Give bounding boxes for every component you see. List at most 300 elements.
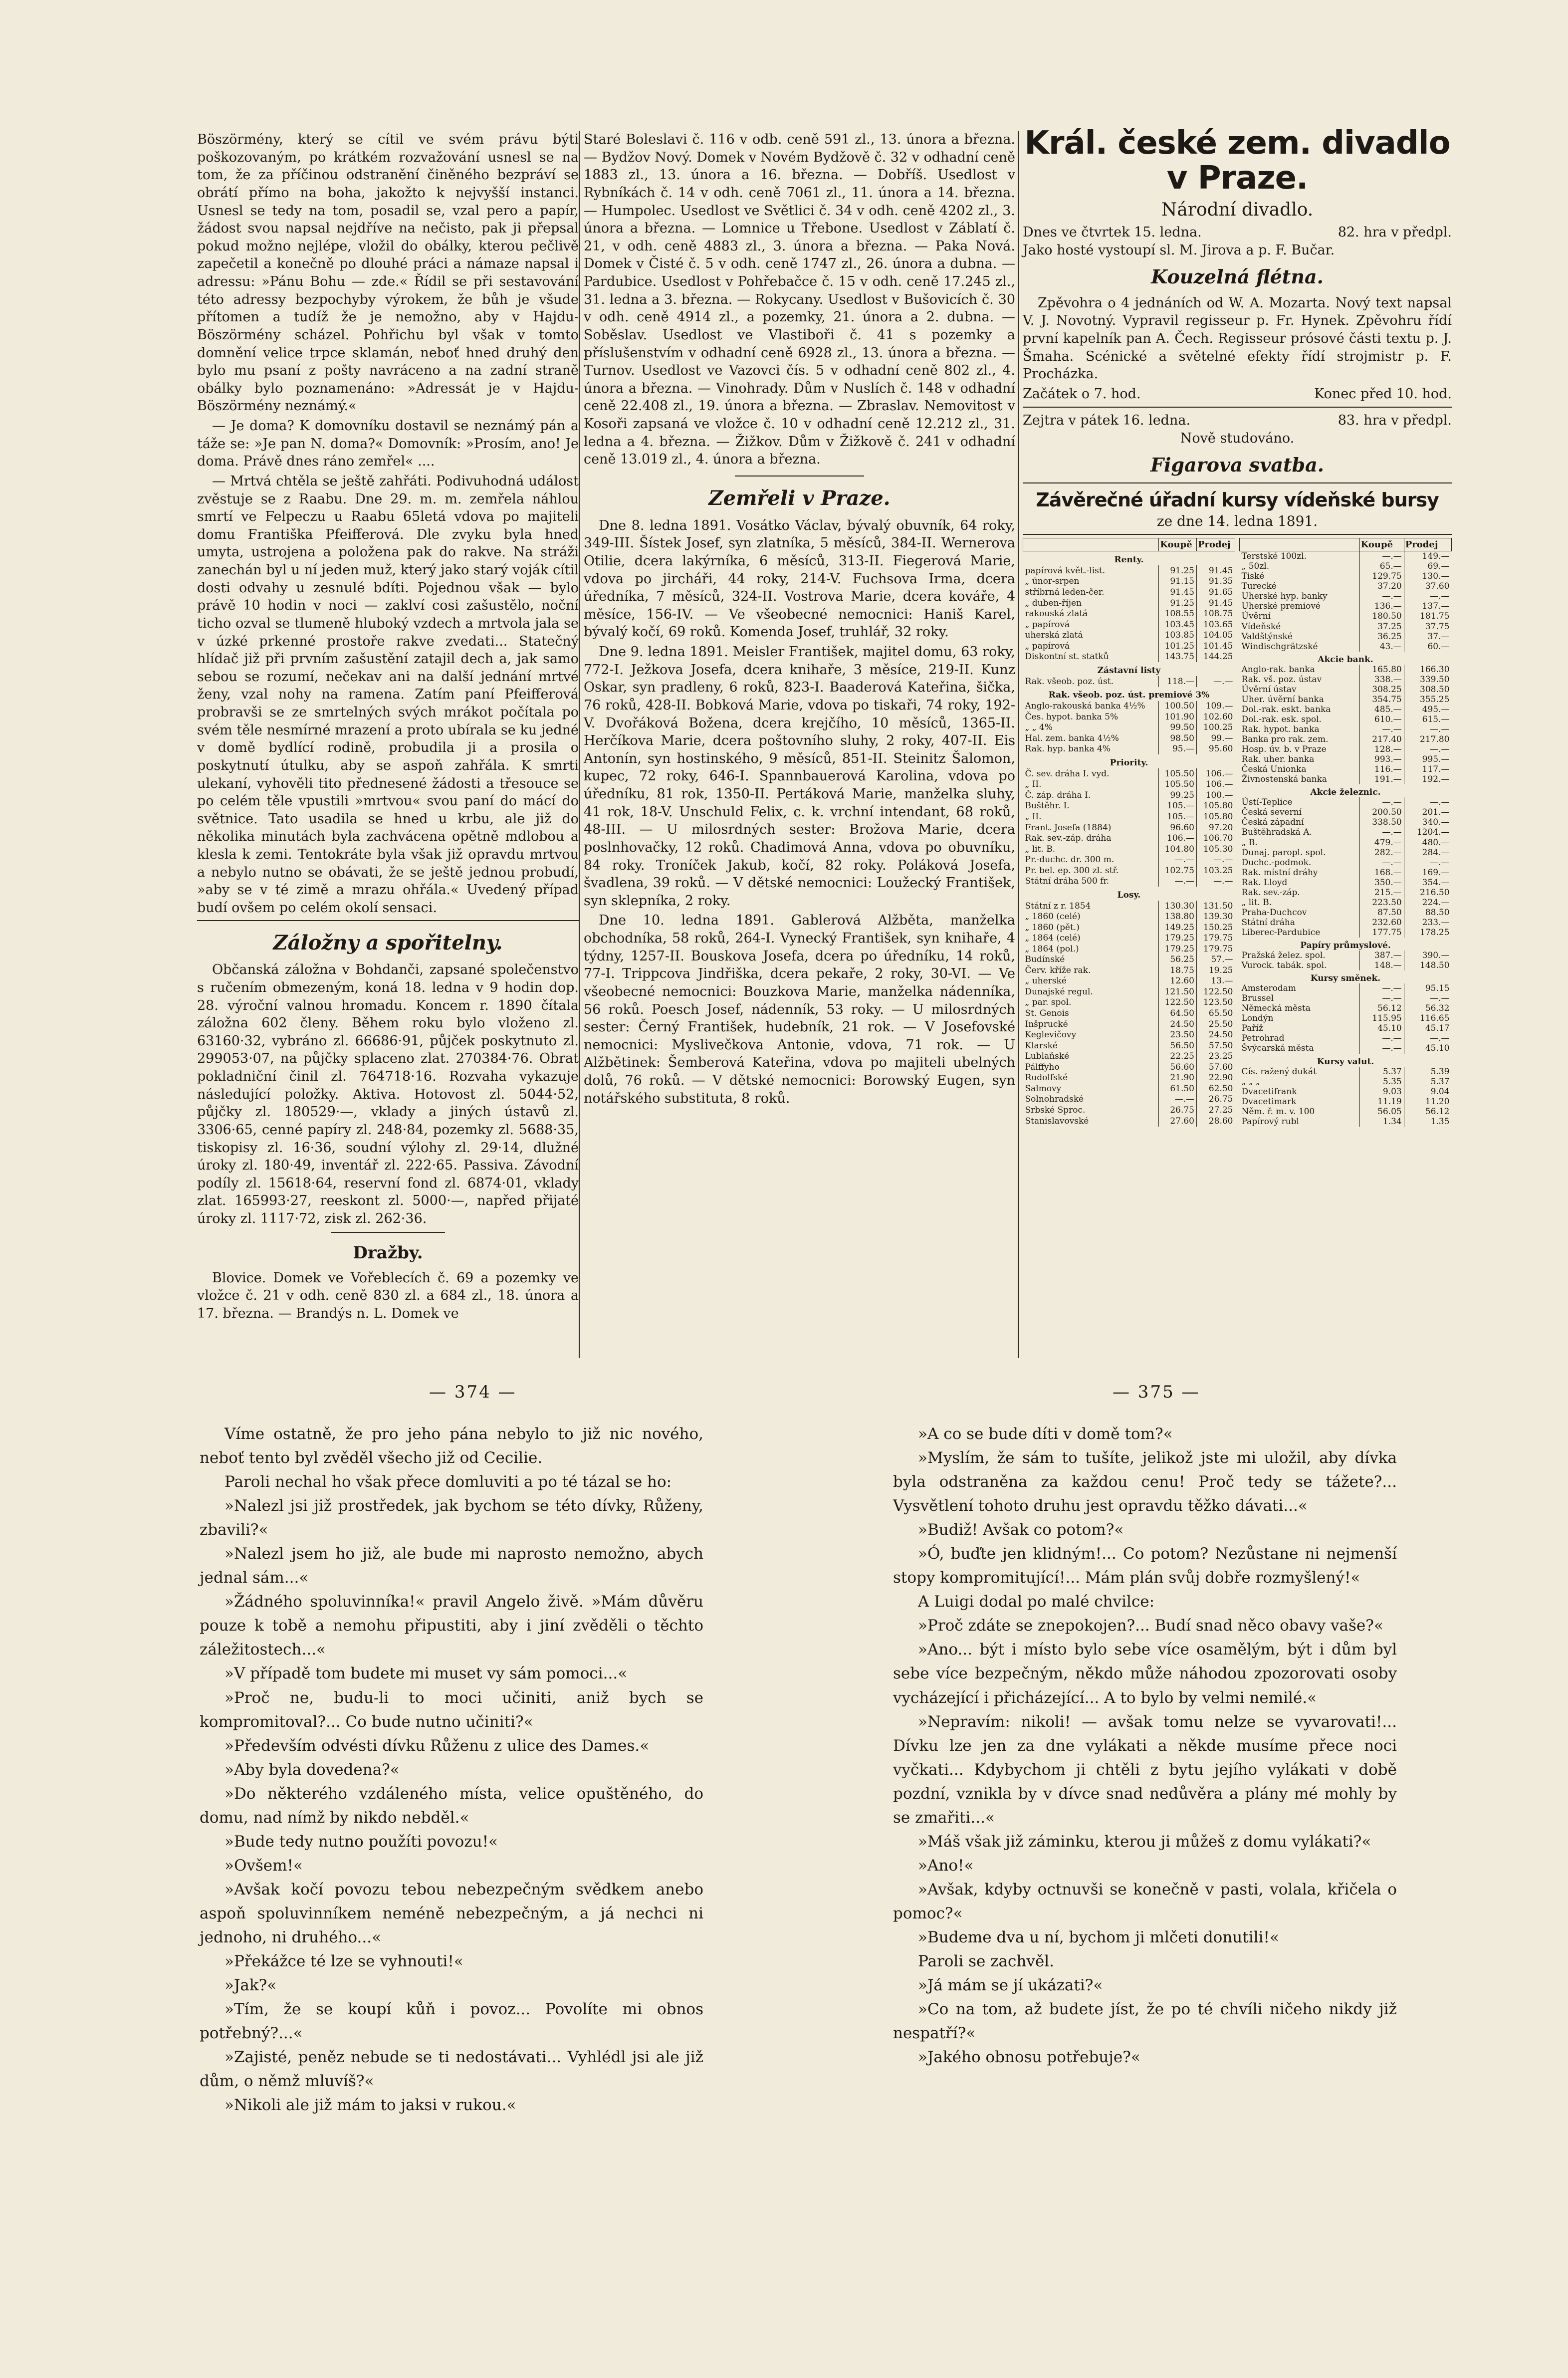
table-row xyxy=(1023,662,1235,676)
table-cell-prodej: 28.60 xyxy=(1196,1116,1235,1127)
table-cell-koupe: 99.25 xyxy=(1159,790,1197,801)
table-cell-name: Česká západní xyxy=(1241,817,1304,828)
table-row xyxy=(1240,705,1452,714)
table-cell-koupe: 338.— xyxy=(1359,675,1404,685)
table-cell-koupe: 91.45 xyxy=(1159,587,1197,598)
novel-paragraph: »Překážce té lze se vyhnouti!« xyxy=(224,1952,463,1971)
table-cell-koupe: —.— xyxy=(1359,551,1404,562)
table-cell-koupe: 36.25 xyxy=(1359,632,1404,642)
table-cell-koupe: 37.20 xyxy=(1359,581,1404,591)
table-cell-koupe: 118.— xyxy=(1159,676,1197,687)
novel-paragraph: »Myslím, že sám to tušíte, jelikož jste mi uložil, aby dívka byla odstraněna za každou cenu! Proč tedy se tážete?... Vysvětlení tohoto druhu jest opravdu těžko dávati...« xyxy=(893,1449,1397,1515)
table-cell-name: Londýn xyxy=(1241,1013,1274,1024)
table-cell-prodej: 104.05 xyxy=(1196,630,1235,641)
table-cell-koupe: 45.10 xyxy=(1359,1023,1404,1033)
table-cell-prodej: 5.37 xyxy=(1404,1077,1451,1087)
table-row xyxy=(1240,1097,1452,1107)
table-cell-prodej: 100.— xyxy=(1196,790,1235,801)
table-row xyxy=(1023,912,1235,923)
play-1-description: Zpěvohra o 4 jednáních od W. A. Mozarta. Nový text napsal V. J. Novotný. Vypravil regisseur p. Fr. Hynek. Zpěvohru řídí první kapelník pan A. Čech. Regisseur prósové části textu p. J. Šmaha. Scénické a světelné efekty řídí strojmistr p. F. Procházka. xyxy=(1023,295,1452,382)
bursa-date: ze dne 14. ledna 1891. xyxy=(1156,513,1318,530)
table-cell-name: Buštěhradská A. xyxy=(1241,827,1312,838)
table-cell-koupe: 993.— xyxy=(1359,754,1404,764)
table-cell-name: Duchc.-podmok. xyxy=(1241,857,1312,868)
table-cell-name: „ papírová xyxy=(1025,641,1070,651)
table-cell-name: Státní dráha 500 fr. xyxy=(1025,876,1110,887)
table-row xyxy=(1023,1062,1235,1073)
table-cell-koupe: 387.— xyxy=(1359,951,1404,960)
table-cell-koupe: 116.— xyxy=(1359,764,1404,774)
table-row xyxy=(1023,954,1235,965)
table-cell-name: „ „ 4% xyxy=(1025,722,1053,733)
table-row xyxy=(1023,744,1235,755)
divider xyxy=(197,920,579,921)
table-cell-prodej: 103.65 xyxy=(1196,619,1235,630)
table-cell-prodej: 117.— xyxy=(1404,764,1451,774)
table-cell-name: Dunaj. paropl. spol. xyxy=(1241,847,1326,858)
novel-paragraph: »Budiž! Avšak co potom?« xyxy=(918,1521,1124,1539)
table-cell-name: Úvěrní xyxy=(1241,611,1271,622)
table-cell-koupe: 101.25 xyxy=(1159,641,1197,652)
novel-paragraph: »Ovšem!« xyxy=(224,1856,303,1875)
table-row xyxy=(1023,619,1235,630)
table-cell-name: Paříž xyxy=(1241,1023,1263,1034)
table-cell-name: Klarské xyxy=(1025,1040,1058,1051)
table-cell-prodej: 122.50 xyxy=(1196,986,1235,997)
table-row xyxy=(1240,695,1452,705)
table-cell-name: Keglevičovy xyxy=(1025,1030,1077,1040)
table-cell-name: „ II. xyxy=(1025,812,1042,822)
table-row xyxy=(1023,587,1235,598)
table-row xyxy=(1240,1023,1452,1033)
table-cell-name: Živnostenská banka xyxy=(1241,774,1328,785)
table-cell-name: Červ. kříže rak. xyxy=(1025,965,1091,975)
table-cell-koupe: 610.— xyxy=(1359,714,1404,724)
table-cell-name: Č. záp. dráha I. xyxy=(1025,790,1091,800)
table-cell-name: Dvacetifrank xyxy=(1241,1086,1297,1097)
table-cell-prodej: 169.— xyxy=(1404,868,1451,878)
table-row xyxy=(1240,908,1452,918)
table-row xyxy=(1240,591,1452,601)
table-row xyxy=(1023,865,1235,876)
table-cell-koupe: 1.34 xyxy=(1359,1117,1404,1127)
table-cell-koupe: 101.90 xyxy=(1159,712,1197,722)
table-row xyxy=(1023,551,1235,566)
table-cell-koupe: 95.— xyxy=(1159,744,1197,755)
table-row xyxy=(1240,665,1452,675)
table-cell-prodej: —.— xyxy=(1404,993,1451,1003)
table-cell-prodej: 106.— xyxy=(1196,768,1235,779)
table-row xyxy=(1023,997,1235,1008)
table-row xyxy=(1240,632,1452,642)
table-section-label: Akcie bank. xyxy=(1318,654,1373,665)
table-cell-koupe: —.— xyxy=(1359,827,1404,837)
table-cell-name: Uherské premiové xyxy=(1241,601,1321,612)
table-row xyxy=(1240,1117,1452,1127)
table-cell-koupe: 308.25 xyxy=(1359,685,1404,695)
table-cell-prodej: 181.75 xyxy=(1404,611,1451,621)
table-cell-name: „ 1860 (celé) xyxy=(1025,912,1081,922)
table-row xyxy=(1240,744,1452,754)
table-row xyxy=(1240,774,1452,784)
table-cell-koupe: 148.— xyxy=(1359,960,1404,970)
table-cell-name: Hosp. úv. b. v Praze xyxy=(1241,744,1327,755)
table-cell-name: Pr. bel. ep. 300 zl. stř. xyxy=(1025,865,1119,876)
table-cell-koupe: 103.45 xyxy=(1159,619,1197,630)
table-cell-prodej: 11.20 xyxy=(1404,1097,1451,1107)
novel-paragraph: »Budeme dva u ní, bychom ji mlčeti donutili!« xyxy=(918,1928,1279,1946)
table-cell-koupe: 9.03 xyxy=(1359,1087,1404,1097)
table-cell-name: Ústí-Teplice xyxy=(1241,797,1293,808)
table-cell-prodej: —.— xyxy=(1404,858,1451,868)
table-row xyxy=(1023,779,1235,790)
table-row xyxy=(1240,764,1452,774)
table-cell-prodej: 97.20 xyxy=(1196,822,1235,833)
table-cell-koupe: 136.— xyxy=(1359,601,1404,611)
table-cell-koupe: 104.80 xyxy=(1159,844,1197,855)
table-cell-prodej: 45.10 xyxy=(1404,1043,1451,1053)
table-cell-name: „ papírová xyxy=(1025,619,1070,630)
table-cell-prodej: 102.60 xyxy=(1196,712,1235,722)
table-row xyxy=(1023,887,1235,901)
table-cell-name: „ B. xyxy=(1241,837,1258,848)
table-section-label: Renty. xyxy=(1114,555,1144,565)
table-row xyxy=(1240,1054,1452,1067)
table-cell-name: Státní z r. 1854 xyxy=(1025,901,1091,911)
table-cell-prodej: 192.— xyxy=(1404,774,1451,784)
table-row xyxy=(1023,733,1235,744)
table-cell-koupe: 215.— xyxy=(1359,888,1404,898)
table-cell-name: Rak. sev.-záp. xyxy=(1241,887,1300,898)
table-cell-name: „ 50zl. xyxy=(1241,561,1270,572)
table-cell-prodej: 284.— xyxy=(1404,848,1451,858)
table-cell-prodej: 37.75 xyxy=(1404,622,1451,632)
novel-paragraph: »Nalezl jsem ho již, ale bude mi naprosto nemožno, abych jednal sám...« xyxy=(200,1545,703,1587)
table-cell-koupe: —.— xyxy=(1159,1094,1197,1105)
table-cell-koupe: 105.50 xyxy=(1159,768,1197,779)
table-cell-koupe: 23.50 xyxy=(1159,1029,1197,1040)
column-top-left xyxy=(197,131,579,1324)
novel-paragraph: »V případě tom budete mi muset vy sám pomoci...« xyxy=(224,1665,628,1683)
table-cell-prodej: 308.50 xyxy=(1404,685,1451,695)
table-cell-koupe: —.— xyxy=(1359,1033,1404,1043)
bursa-table-left xyxy=(1023,538,1235,1127)
table-row xyxy=(1023,986,1235,997)
table-cell-prodej: 137.— xyxy=(1404,601,1451,611)
table-cell-name: Praha-Duchcov xyxy=(1241,907,1307,918)
table-cell-prodej: 56.32 xyxy=(1404,1003,1451,1013)
table-cell-name: Rak. hyp. banka 4% xyxy=(1025,744,1111,754)
table-row xyxy=(1023,933,1235,944)
article-drazby-cont: Staré Boleslavi č. 116 v odb. ceně 591 zl., 13. února a března. — Bydžov Nový. Domek v Novém Bydžově č. 32 v odhadní ceně 1883 zl., 13. února a 16. března. — Dobříš. Usedlost v Rybníkách č. 14 v odh. ceně 7061 zl., 11. února a 14. března. — Humpolec. Usedlost ve Světlici č. 34 v odh. ceně 4202 zl., 3. února a března. — Lomnice u Třebone. Usedlost v Záblatí č. 21, v odh. ceně 4883 zl., 3. února a března. — Paka Nová. Domek v Čisté č. 5 v odh. ceně 1747 zl., 26. února a dubna. — Pardubice. Usedlost v Pohřebačce č. 15 v odh. ceně 17.245 zl., 31. ledna a 3. března. — Rokycany. Usedlost v Bušovicích č. 30 v odh. ceně 4914 zl., a pozemky, 21. února a 2. dubna. — Soběslav. Usedlost ve Vlastiboři č. 41 s pozemky a příslušenstvím v odhadní ceně 6928 zl., 13. února a března. — Turnov. Usedlost ve Vazovci čís. 5 v odhadní ceně 802 zl., 4. února a března. — Vinohrady. Dům v Nuslích č. 148 v odhadní ceně 22.408 zl., 19. února a března. — Zbraslav. Nemovitost v Kosoři zapsaná ve vložce č. 10 v odhadní ceně 12.212 zl., 31. ledna a 4. března. — Žižkov. Dům v Žižkově č. 241 v odhadní ceně 13.019 zl., 4. února a března. xyxy=(584,132,1015,468)
table-cell-koupe: —.— xyxy=(1159,854,1197,865)
table-row xyxy=(1023,768,1235,779)
table-row xyxy=(1240,784,1452,797)
table-cell-prodej: —.— xyxy=(1404,724,1451,734)
table-row xyxy=(1023,1019,1235,1030)
table-row xyxy=(1240,878,1452,888)
novel-paragraph: »Proč ne, budu-li to moci učiniti, aniž bych se kompromitoval?... Co bude nutno učiniti?« xyxy=(200,1688,703,1731)
table-cell-prodej: 23.25 xyxy=(1196,1051,1235,1062)
table-row xyxy=(1023,822,1235,833)
table-cell-koupe: 282.— xyxy=(1359,848,1404,858)
table-row xyxy=(1023,722,1235,733)
table-row xyxy=(1240,970,1452,983)
table-cell-name: Č. sev. dráha I. vyd. xyxy=(1025,768,1110,779)
table-cell-name: Pálffyho xyxy=(1025,1062,1060,1072)
table-cell-prodej: 148.50 xyxy=(1404,960,1451,970)
table-cell-name: stříbrná leden-čer. xyxy=(1025,587,1105,598)
novel-paragraph: »Aby byla dovedena?« xyxy=(224,1760,400,1779)
table-cell-koupe: 179.25 xyxy=(1159,944,1197,954)
table-cell-prodej: 95.15 xyxy=(1404,983,1451,993)
table-row xyxy=(1023,651,1235,662)
table-section-label: Zástavní listy xyxy=(1097,665,1161,676)
table-cell-name: Stanislavovské xyxy=(1025,1116,1089,1126)
table-cell-koupe: —.— xyxy=(1359,983,1404,993)
table-row xyxy=(1240,1067,1452,1077)
table-cell-koupe: 485.— xyxy=(1359,705,1404,714)
table-row xyxy=(1240,754,1452,764)
table-row xyxy=(1240,918,1452,928)
table-cell-prodej: 615.— xyxy=(1404,714,1451,724)
table-cell-name: Hal. zem. banka 4½% xyxy=(1025,733,1119,743)
table-row xyxy=(1023,687,1235,701)
table-cell-prodej: 65.50 xyxy=(1196,1008,1235,1019)
novel-paragraph: Paroli nechal ho však přece domluviti a po té tázal se ho: xyxy=(224,1473,672,1491)
table-cell-name: Brussel xyxy=(1241,993,1274,1004)
table-cell-koupe: 5.37 xyxy=(1359,1067,1404,1077)
theatre-subtitle: Národní divadlo. xyxy=(1161,199,1314,220)
table-row xyxy=(1023,1094,1235,1105)
table-cell-koupe: 91.25 xyxy=(1159,598,1197,609)
table-header-blank xyxy=(1023,538,1159,551)
table-cell-koupe: 128.— xyxy=(1359,744,1404,754)
table-cell-name: Salmovy xyxy=(1025,1083,1062,1094)
novel-paragraph: »Ó, buďte jen klidným!... Co potom? Nezůstane ni nejmenší stopy kompromitující!... Mám plán svůj dobře rozmyšlený!« xyxy=(893,1545,1397,1587)
performance-1-date: Dnes ve čtvrtek 15. ledna. xyxy=(1023,225,1202,240)
table-cell-prodej: —.— xyxy=(1404,591,1451,601)
table-cell-prodej: 37.— xyxy=(1404,632,1451,642)
table-cell-koupe: 100.50 xyxy=(1159,701,1197,712)
novel-paragraph: »Žádného spoluvinníka!« pravil Angelo živě. »Mám důvěru pouze k tobě a nemohu připustiti, aby i jiní zvěděli o těchto záležitostech...« xyxy=(200,1593,703,1659)
table-cell-prodej: 56.12 xyxy=(1404,1107,1451,1117)
table-cell-name: Valdštýnské xyxy=(1241,631,1293,642)
table-row xyxy=(1240,1107,1452,1117)
table-cell-koupe: 105.— xyxy=(1159,801,1197,812)
table-row xyxy=(1023,1008,1235,1019)
table-row xyxy=(1023,1072,1235,1083)
article-boszormeny: Böszörmény, který se cítil ve svém právu býti poškozovaným, po krátkém rozvažování usnesl se na tom, že za příčinou odstranění činěného bezpráví se obrátí přímo na boha, jakožto k nejvyšší instanci. Usnesl se tedy na tom, posadil se, vzal pero a papír, žádost svou napsal nejdříve na nečisto, pak ji přepsal pokud možno nejlépe, vložil do obálky, kterou pečlivě zapečetil a konečně po dlouhé práci a námaze napsal i adressu: »Pánu Bohu — zde.« Řídil se při sestavování této adressy bezpochyby výrokem, že bůh je všude přítomen a tudíž že je nemožno, aby v Hajdu-Böszörmény scházel. Pohřichu byl však v tomto domnění velice trpce sklamán, neboť hned druhý den bylo mu psaní z pošty navráceno a na zadní straně obálky bylo poznamenáno: »Adressát je v Hajdu-Böszörmény neznámý.« xyxy=(197,132,579,414)
table-cell-prodej: —.— xyxy=(1404,1033,1451,1043)
table-cell-koupe: 121.50 xyxy=(1159,986,1197,997)
table-cell-koupe: 43.— xyxy=(1359,642,1404,652)
novel-paragraph: »Já mám se jí ukázati?« xyxy=(918,1976,1103,1995)
bursa-table-right xyxy=(1239,538,1452,1127)
table-cell-prodej: 130.— xyxy=(1404,571,1451,581)
table-cell-prodej: 995.— xyxy=(1404,754,1451,764)
table-cell-koupe: 191.— xyxy=(1359,774,1404,784)
table-cell-name: „ par. spol. xyxy=(1025,997,1072,1008)
column-bottom-left xyxy=(200,1422,703,2117)
table-row xyxy=(1240,817,1452,827)
table-cell-prodej: 166.30 xyxy=(1404,665,1451,675)
divider xyxy=(1023,407,1452,408)
table-cell-name: Dvacetimark xyxy=(1241,1096,1297,1107)
table-cell-koupe: 26.75 xyxy=(1159,1105,1197,1116)
table-cell-koupe: 122.50 xyxy=(1159,997,1197,1008)
table-row xyxy=(1240,685,1452,695)
page-number-left: — 374 — xyxy=(429,1382,517,1402)
table-cell-koupe: 65.— xyxy=(1359,561,1404,571)
column-top-middle xyxy=(584,131,1015,1109)
table-cell-prodej: 139.30 xyxy=(1196,912,1235,923)
column-bottom-right xyxy=(893,1422,1397,2069)
table-section-label: Kursy valut. xyxy=(1317,1056,1374,1067)
novel-paragraph: »Jak?« xyxy=(224,1976,277,1995)
table-cell-prodej: —.— xyxy=(1196,676,1235,687)
table-cell-koupe: —.— xyxy=(1359,993,1404,1003)
table-cell-prodej: 100.25 xyxy=(1196,722,1235,733)
table-cell-name: Rak. Lloyd xyxy=(1241,877,1288,888)
start-time: Začátek o 7. hod. xyxy=(1023,386,1141,402)
table-row xyxy=(1023,676,1235,687)
table-cell-name: „ II. xyxy=(1025,779,1042,790)
table-cell-prodej: 109.— xyxy=(1196,701,1235,712)
table-cell-koupe: 479.— xyxy=(1359,838,1404,848)
table-cell-name: Papírový rubl xyxy=(1241,1116,1299,1127)
table-row xyxy=(1023,1040,1235,1051)
table-cell-name: Petrohrad xyxy=(1241,1033,1285,1044)
table-cell-koupe: 64.50 xyxy=(1159,1008,1197,1019)
table-cell-name: „ 1860 (pět.) xyxy=(1025,922,1080,933)
table-cell-name: Švýcarská města xyxy=(1241,1043,1314,1054)
bursa-left-body xyxy=(1023,551,1235,1127)
table-cell-prodej: 88.50 xyxy=(1404,908,1451,918)
table-cell-prodej: 95.60 xyxy=(1196,744,1235,755)
table-cell-koupe: 105.50 xyxy=(1159,779,1197,790)
table-cell-koupe: 56.12 xyxy=(1359,1003,1404,1013)
table-header-koupe: Koupě xyxy=(1159,538,1197,551)
table-row xyxy=(1240,622,1452,632)
table-cell-prodej: —.— xyxy=(1196,854,1235,865)
table-cell-prodej: 25.50 xyxy=(1196,1019,1235,1030)
table-cell-prodej: 216.50 xyxy=(1404,888,1451,898)
table-cell-koupe: 24.50 xyxy=(1159,1019,1197,1030)
table-cell-koupe: 105.— xyxy=(1159,811,1197,822)
novel-paragraph: »Proč zdáte se znepokojen?... Budí snad něco obavy vaše?« xyxy=(918,1617,1383,1635)
table-section-label: Rak. všeob. poz. úst. premiové 3% xyxy=(1048,690,1210,701)
table-row xyxy=(1023,1105,1235,1116)
table-cell-prodej: 105.80 xyxy=(1196,801,1235,812)
table-cell-koupe: 56.50 xyxy=(1159,1040,1197,1051)
novel-paragraph: »Zajisté, peněz nebude se ti nedostávati... Vyhlédl jsi ale již dům, o němž mluvíš?« xyxy=(200,2048,703,2091)
table-cell-koupe: 106.— xyxy=(1159,833,1197,844)
table-cell-name: Pr.-duchc. dr. 300 m. xyxy=(1025,855,1115,865)
table-cell-koupe: 91.25 xyxy=(1159,565,1197,576)
table-header-prodej: Prodej xyxy=(1196,538,1235,551)
table-cell-koupe: 99.50 xyxy=(1159,722,1197,733)
table-row xyxy=(1240,581,1452,591)
table-cell-prodej: 60.— xyxy=(1404,642,1451,652)
table-cell-koupe: 22.25 xyxy=(1159,1051,1197,1062)
table-cell-prodej: 354.— xyxy=(1404,878,1451,888)
column-rule xyxy=(1018,131,1019,1358)
table-cell-name: Čes. hypot. banka 5% xyxy=(1025,712,1119,722)
novel-paragraph: »Nikoli ale již mám to jaksi v rukou.« xyxy=(224,2096,516,2115)
table-cell-prodej: —.— xyxy=(1196,876,1235,887)
performance-2-number: 83. hra v předpl. xyxy=(1338,413,1452,429)
table-row xyxy=(1023,608,1235,619)
table-cell-prodej: 1204.— xyxy=(1404,827,1451,837)
table-cell-koupe: 180.50 xyxy=(1359,611,1404,621)
table-cell-name: Dunajské regul. xyxy=(1025,986,1093,997)
article-je-doma: — Je doma? K domovníku dostavil se neznámý pán a táže se: »Je pan N. doma?« Domovník: »Prosím, ano! Je doma. Právě dnes ráno zemřel« .... xyxy=(197,418,579,470)
table-cell-prodej: 390.— xyxy=(1404,951,1451,960)
table-cell-prodej: —.— xyxy=(1404,744,1451,754)
table-cell-koupe: 103.85 xyxy=(1159,630,1197,641)
play-2-title: Figarova svatba. xyxy=(1150,453,1324,476)
table-cell-prodej: 123.50 xyxy=(1196,997,1235,1008)
table-cell-name: „ lit. B. xyxy=(1241,897,1272,908)
performance-1-number: 82. hra v předpl. xyxy=(1338,225,1452,240)
table-row xyxy=(1240,1013,1452,1023)
table-cell-prodej: 19.25 xyxy=(1196,965,1235,976)
table-row xyxy=(1240,601,1452,611)
novel-paragraph: Paroli se zachvěl. xyxy=(918,1952,1054,1971)
bursa-tables xyxy=(1023,534,1452,1127)
table-row xyxy=(1023,1116,1235,1127)
table-cell-koupe: 5.35 xyxy=(1359,1077,1404,1087)
novel-paragraph: »Máš však již záminku, kterou ji můžeš z domu vylákati?« xyxy=(918,1832,1371,1851)
table-row xyxy=(1240,611,1452,621)
table-row xyxy=(1240,652,1452,665)
table-cell-name: Tiské xyxy=(1241,571,1265,582)
table-row xyxy=(1023,844,1235,855)
table-cell-prodej: 339.50 xyxy=(1404,675,1451,685)
table-cell-name: Česká Unionka xyxy=(1241,764,1307,775)
table-cell-koupe: 61.50 xyxy=(1159,1083,1197,1094)
table-cell-name: Inšprucké xyxy=(1025,1019,1068,1029)
table-cell-prodej: 106.— xyxy=(1196,779,1235,790)
table-cell-prodej: 69.— xyxy=(1404,561,1451,571)
table-cell-koupe: 21.90 xyxy=(1159,1072,1197,1083)
table-cell-koupe: 96.60 xyxy=(1159,822,1197,833)
table-cell-prodej: 355.25 xyxy=(1404,695,1451,705)
table-cell-prodej: 22.90 xyxy=(1196,1072,1235,1083)
column-rule xyxy=(579,131,580,1358)
novel-paragraph: »Ano... být i místo bylo sebe více osamělým, být i dům byl sebe více bezpečným, někdo může náhodou zpozorovati osoby vycházející i přicházející... A to bylo by velmi nemilé.« xyxy=(893,1641,1397,1707)
table-cell-koupe: 115.95 xyxy=(1359,1013,1404,1023)
table-cell-koupe: —.— xyxy=(1359,591,1404,601)
novel-paragraph: »Nepravím: nikoli! — avšak tomu nelze se vyvarovati!... Dívku lze jen za dne vylákati a někde musíme přece noci vyčkati... Kdybychom ji chtěli z bytu jejího vylákati v době pozdní, vznikla by v dívce snad nedůvěra a plány mé mohly by se zmařiti...« xyxy=(893,1712,1397,1827)
table-cell-koupe: 56.25 xyxy=(1159,954,1197,965)
table-cell-prodej: —.— xyxy=(1404,797,1451,807)
table-cell-koupe: 338.50 xyxy=(1359,817,1404,827)
performance-2-header xyxy=(1023,412,1452,430)
table-cell-name: papírová květ.-list. xyxy=(1025,565,1106,576)
table-cell-koupe: 130.30 xyxy=(1159,901,1197,912)
table-row xyxy=(1023,701,1235,712)
table-cell-koupe: 223.50 xyxy=(1359,898,1404,908)
table-cell-name: Německá města xyxy=(1241,1003,1311,1014)
table-section-label: Losy. xyxy=(1117,890,1141,900)
table-cell-koupe: 177.75 xyxy=(1359,928,1404,938)
table-cell-prodej: 26.75 xyxy=(1196,1094,1235,1105)
table-cell-name: Úvěrní ústav xyxy=(1241,684,1297,695)
table-cell-name: Rak. hypot. banka xyxy=(1241,724,1320,734)
table-cell-name: rakouská zlatá xyxy=(1025,609,1088,619)
